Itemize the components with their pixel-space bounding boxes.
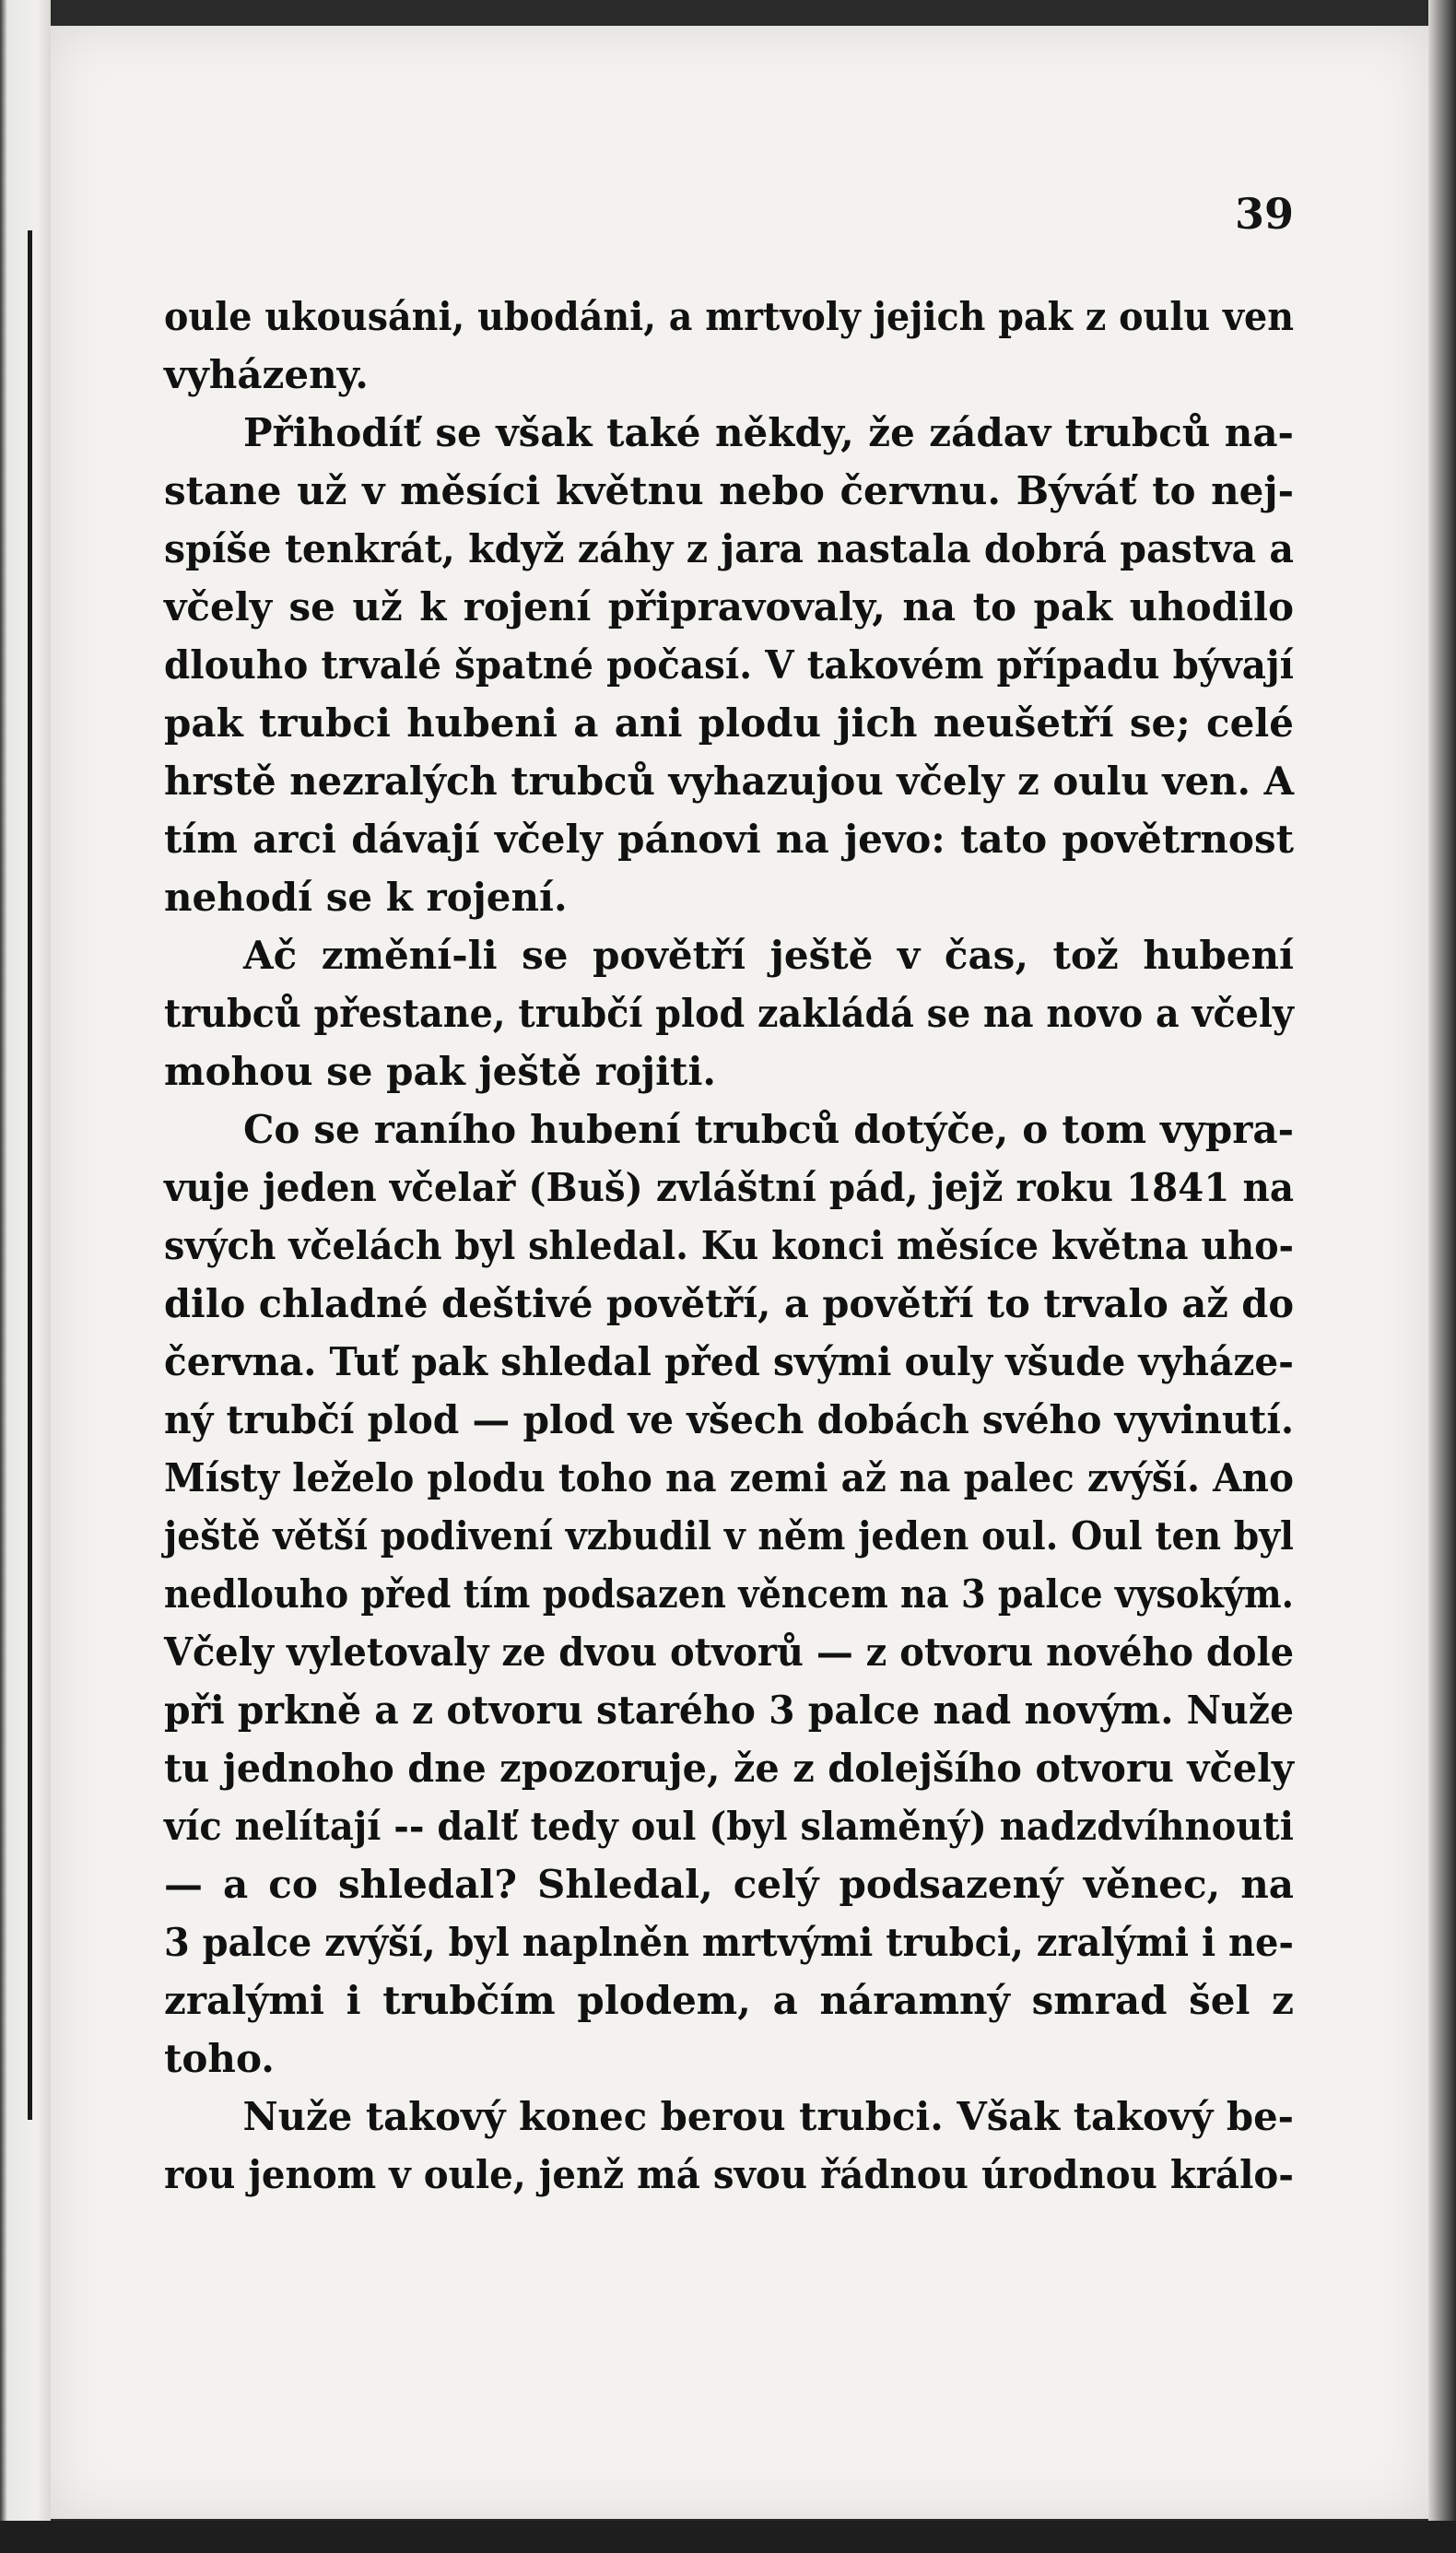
text-line: nedlouho před tím podsazen věncem na 3 palce vysokým. [164,1571,1294,1617]
text-line: včely se už k rojení připravovaly, na to pak uhodilo [164,584,1294,629]
text-line: 3 palce zvýší, byl naplněn mrtvými trubci, zralými i ne- [164,1920,1294,1965]
page-bottom-edge [0,2521,1456,2553]
text-line: při prkně a z otvoru starého 3 palce nad novým. Nuže [164,1688,1294,1733]
text-line: Přihodíť se však také někdy, že zádav trubců na- [243,410,1294,455]
text-line: víc nelítají -- dalť tedy oul (byl slaměný) nadzdvíhnouti [164,1804,1294,1849]
text-line: stane už v měsíci květnu nebo červnu. Býváť to nej- [164,468,1294,513]
text-line: června. Tuť pak shledal před svými ouly všude vyháze- [164,1339,1295,1384]
text-line: ný trubčí plod — plod ve všech dobách svého vyvinutí. [164,1397,1295,1442]
page-right-edge [1428,0,1456,2553]
text-line: Místy leželo plodu toho na zemi až na palec zvýší. Ano [164,1455,1294,1500]
text-line: dilo chladné deštivé povětří, a povětří to trvalo až do [164,1281,1295,1326]
text-line: hrstě nezralých trubců vyhazujou včely z oulu ven. A [164,759,1294,804]
text-line: mohou se pak ještě rojiti. [164,1049,717,1094]
text-line: nehodí se k rojení. [164,875,568,920]
text-line: Co se raního hubení trubců dotýče, o tom vypra- [243,1107,1294,1152]
text-line: ještě větší podivení vzbudil v něm jeden oul. Oul ten byl [164,1513,1294,1559]
page-number: 39 [1235,189,1295,239]
text-line: oule ukousáni, ubodáni, a mrtvoly jejich pak z oulu ven [164,294,1295,339]
text-line: Včely vyletovaly ze dvou otvorů — z otvoru nového dole [164,1629,1295,1675]
text-line: zralými i trubčím plodem, a náramný smrad šel z [164,1978,1294,2023]
body-text [164,288,1294,2204]
page-gutter [0,0,51,2553]
text-line: Nuže takový konec berou trubci. Však takový be- [242,2094,1295,2139]
text-line: trubců přestane, trubčí plod zakládá se na novo a včely [164,991,1294,1036]
text-line: tu jednoho dne zpozoruje, že z dolejšího otvoru včely [164,1746,1294,1791]
text-line: vyházeny. [164,352,369,397]
text-line: toho. [164,2036,275,2081]
text-line: vuje jeden včelař (Buš) zvláštní pád, jejž roku 1841 na [164,1165,1294,1210]
text-line: pak trubci hubeni a ani plodu jich neušetří se; celé [164,700,1294,746]
text-line: spíše tenkrát, když záhy z jara nastala dobrá pastva a [164,526,1295,571]
text-line: svých včelách byl shledal. Ku konci měsíce května uho- [164,1223,1295,1268]
text-line: tím arci dávají včely pánovi na jevo: tato povětrnost [164,817,1294,862]
text-line: rou jenom v oule, jenž má svou řádnou úrodnou králo- [164,2152,1294,2197]
text-line: dlouho trvalé špatné počasí. V takovém případu bývají [164,642,1294,688]
text-line: Ač změní-li se povětří ještě v čas, tož hubení [243,933,1294,978]
text-line: — a co shledal? Shledal, celý podsazený věnec, na [164,1862,1294,1907]
binding-rule [28,230,32,2120]
